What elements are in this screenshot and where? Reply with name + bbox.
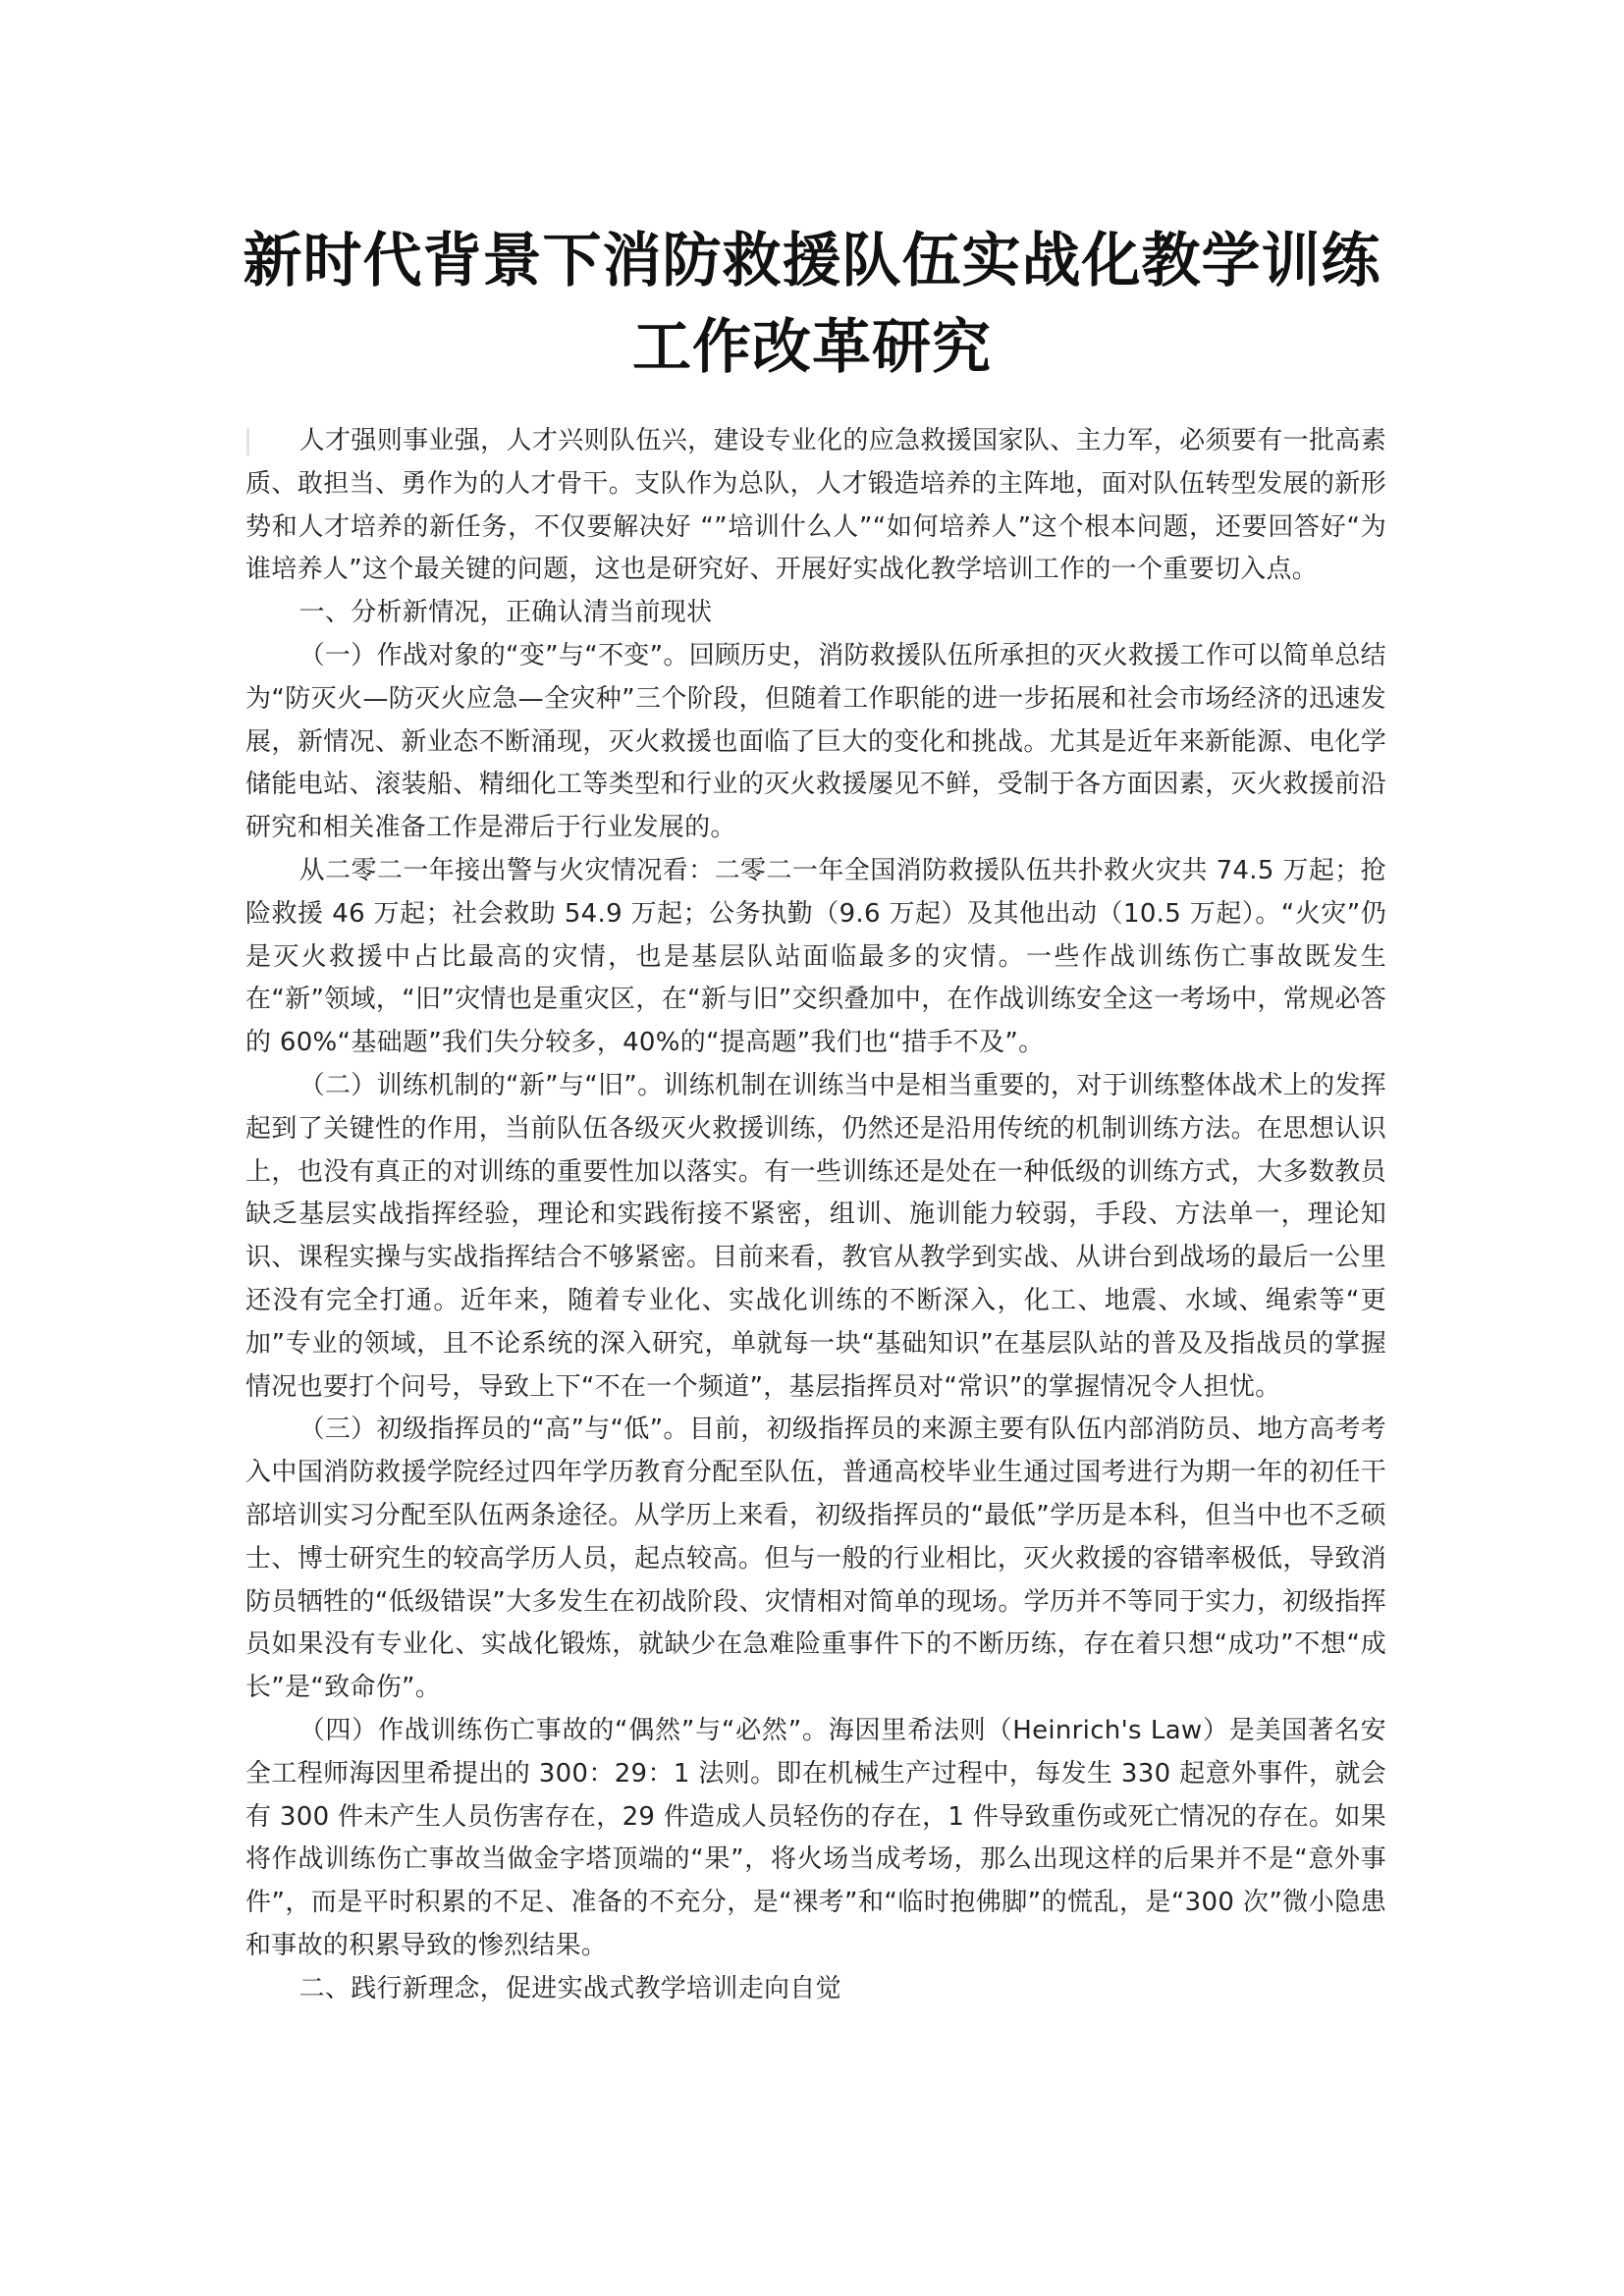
section-heading-1: 一、分析新情况，正确认清当前现状 [298, 598, 713, 628]
paragraph-1-1: （一）作战对象的“变”与“不变”。回顾历史，消防救援队伍所承担的灭火救援工作可以简单总结为“防灭火—防灭火应急—全灾种”三个阶段，但随着工作职能的进一步拓展和社会市场经济的迅速发展，新情况、新业态不断涌现，灭火救援也面临了巨大的变化和挑战。尤其是近年来新能源、电化学储能电站、滚装船、精细化工等类型和行业的灭火救援屡见不鲜，受制于各方面因素，灭火救援前沿研究和相关准备工作是滞后于行业发展的。 [245, 640, 1386, 843]
document-body [245, 420, 1386, 2010]
document-title [196, 218, 1428, 391]
title-line-1: 新时代背景下消防救援队伍实战化教学训练 [243, 227, 1381, 295]
intro-paragraph: 人才强则事业强，人才兴则队伍兴，建设专业化的应急救援国家队、主力军，必须要有一批高素质、敢担当、勇作为的人才骨干。支队作为总队，人才锻造培养的主阵地，面对队伍转型发展的新形势和人才培养的新任务，不仅要解决好 “”培训什么人”“如何培养人”这个根本问题，还要回答好“为谁培养人”这个最关键的问题，这也是研究好、开展好实战化教学培训工作的一个重要切入点。 [245, 426, 1386, 585]
title-line-2: 工作改革研究 [632, 313, 992, 382]
paragraph-statistics: 从二零二一年接出警与火灾情况看：二零二一年全国消防救援队伍共扑救火灾共 74.5 万起；抢险救援 46 万起；社会救助 54.9 万起；公务执勤（9.6 万起）及其他出动（10.5 万起）。“火灾”仍是灭火救援中占比最高的灾情，也是基层队站面临最多的灾情。一些作战训练伤亡事故既发生在“新”领域，“旧”灾情也是重灾区，在“新与旧”交织叠加中，在作战训练安全这一考场中，常规必答的 60%“基础题”我们失分较多，40%的“提高题”我们也“措手不及”。 [245, 855, 1386, 1058]
paragraph-1-2: （二）训练机制的“新”与“旧”。训练机制在训练当中是相当重要的，对于训练整体战术上的发挥起到了关键性的作用，当前队伍各级灭火救援训练，仍然还是沿用传统的机制训练方法。在思想认识上，也没有真正的对训练的重要性加以落实。有一些训练还是处在一种低级的训练方式，大多数教员缺乏基层实战指挥经验，理论和实践衔接不紧密，组训、施训能力较弱，手段、方法单一，理论知识、课程实操与实战指挥结合不够紧密。目前来看，教官从教学到实战、从讲台到战场的最后一公里还没有完全打通。近年来，随着专业化、实战化训练的不断深入，化工、地震、水域、绳索等“更加”专业的领域，且不论系统的深入研究，单就每一块“基础知识”在基层队站的普及及指战员的掌握情况也要打个问号，导致上下“不在一个频道”，基层指挥员对“常识”的掌握情况令人担忧。 [245, 1070, 1386, 1402]
paragraph-1-4: （四）作战训练伤亡事故的“偶然”与“必然”。海因里希法则（Heinrich's Law）是美国著名安全工程师海因里希提出的 300：29：1 法则。即在机械生产过程中，每发生 330 起意外事件，就会有 300 件未产生人员伤害存在，29 件造成人员轻伤的存在，1 件导致重伤或死亡情况的存在。如果将作战训练伤亡事故当做金字塔顶端的“果”，将火场当成考场，那么出现这样的后果并不是“意外事件”，而是平时积累的不足、准备的不充分，是“裸考”和“临时抱佛脚”的慌乱，是“300 次”微小隐患和事故的积累导致的惨烈结果。 [245, 1715, 1386, 1960]
paragraph-1-3: （三）初级指挥员的“高”与“低”。目前，初级指挥员的来源主要有队伍内部消防员、地方高考考入中国消防救援学院经过四年学历教育分配至队伍，普通高校毕业生通过国考进行为期一年的初任干部培训实习分配至队伍两条途径。从学历上来看，初级指挥员的“最低”学历是本科，但当中也不乏硕士、博士研究生的较高学历人员，起点较高。但与一般的行业相比，灭火救援的容错率极低，导致消防员牺牲的“低级错误”大多发生在初战阶段、灾情相对简单的现场。学历并不等同于实力，初级指挥员如果没有专业化、实战化锻炼，就缺少在急难险重事件下的不断历练，存在着只想“成功”不想“成长”是“致命伤”。 [245, 1415, 1386, 1703]
section-heading-2: 二、践行新理念，促进实战式教学培训走向自觉 [298, 1973, 841, 2003]
